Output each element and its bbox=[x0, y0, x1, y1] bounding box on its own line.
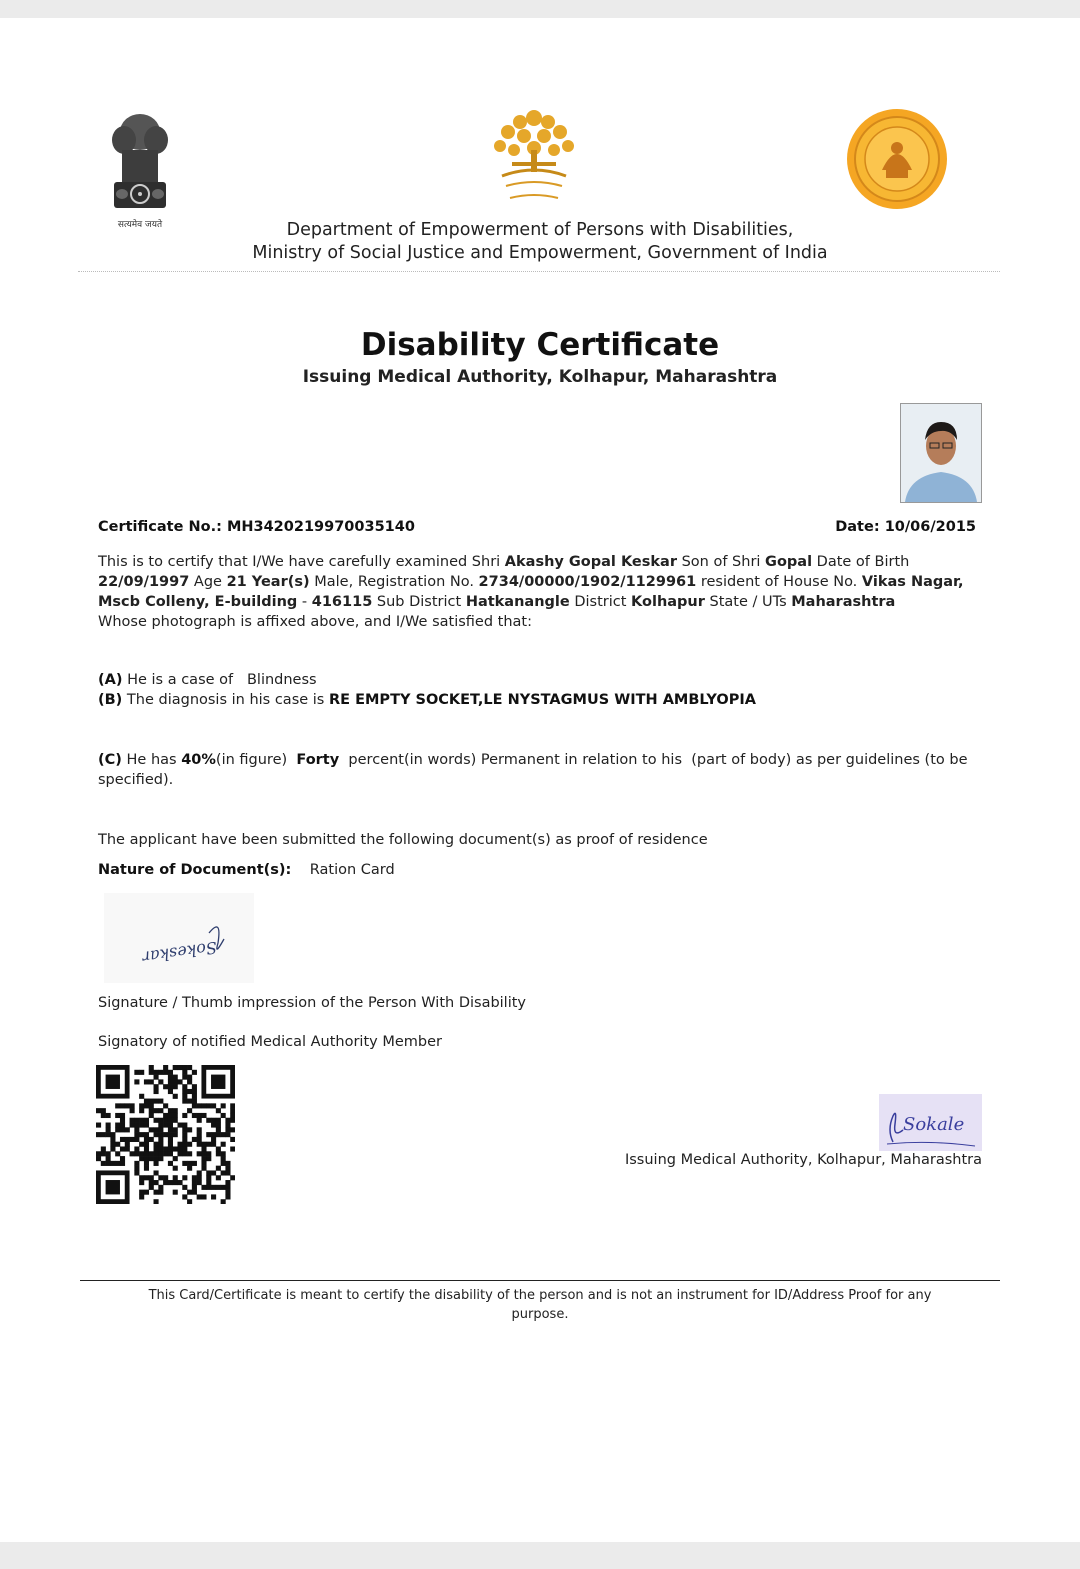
applicant-photo bbox=[900, 403, 982, 503]
header-divider bbox=[78, 271, 1000, 272]
body-text: Whose photograph is affixed above, and I/We satisfied that: bbox=[98, 614, 532, 630]
item-a bbox=[98, 670, 317, 690]
item-b bbox=[98, 690, 756, 710]
body-text: Son of Shri bbox=[681, 554, 761, 570]
qr-code-icon bbox=[96, 1065, 235, 1204]
item-c-text: (part of body) as per guidelines (to be specified). bbox=[98, 752, 968, 788]
applicant-name: Akashy Gopal Keskar bbox=[504, 554, 677, 570]
disability-percent-words: Forty bbox=[296, 752, 340, 768]
item-b-label: (B) bbox=[98, 692, 123, 708]
registration-number: 2734/00000/1902/1129961 bbox=[478, 574, 697, 590]
body-text: Date of Birth bbox=[816, 554, 910, 570]
residence-proof-text: The applicant have been submitted the following document(s) as proof of residence bbox=[98, 832, 708, 848]
body-text: resident of House No. bbox=[700, 574, 858, 590]
item-c-label: (C) bbox=[98, 752, 122, 768]
certificate-date bbox=[835, 519, 976, 535]
age: 21 Year(s) bbox=[226, 574, 310, 590]
issuing-authority-label: Issuing Medical Authority, Kolhapur, Maharashtra bbox=[624, 1152, 982, 1168]
footer-disclaimer: This Card/Certificate is meant to certify the disability of the person and is not an instrument for ID/Address Proof for any purpose. bbox=[148, 1288, 932, 1322]
district: Kolhapur bbox=[631, 594, 705, 610]
authority-signature bbox=[879, 1094, 982, 1151]
body-text: - bbox=[301, 594, 308, 610]
pin-code: 416115 bbox=[311, 594, 373, 610]
certificate-page bbox=[0, 18, 1080, 1542]
authority-signature-text: Sokale bbox=[903, 1114, 965, 1135]
department-line-2: Ministry of Social Justice and Empowerment, Government of India bbox=[252, 243, 828, 263]
disability-percent: 40% bbox=[181, 752, 216, 768]
item-c bbox=[98, 750, 978, 790]
body-text: This is to certify that I/We have carefully examined Shri bbox=[98, 554, 501, 570]
maharashtra-seal-icon bbox=[846, 108, 948, 210]
address: Vikas Nagar, Mscb Colleny, E-building bbox=[98, 574, 964, 610]
nature-of-documents-label: Nature of Document(s): bbox=[98, 862, 292, 878]
item-a-text: He is a case of bbox=[127, 672, 234, 688]
item-c-text: percent(in words) Permanent in relation to his bbox=[348, 752, 682, 768]
footer-divider bbox=[80, 1280, 1000, 1281]
applicant-signature-graphic bbox=[104, 893, 254, 983]
emblem-caption: सत्यमेव जयते bbox=[117, 220, 163, 230]
signatory-label: Signatory of notified Medical Authority Member bbox=[98, 1034, 442, 1050]
sub-district: Hatkanangle bbox=[465, 594, 570, 610]
applicant-signature-text: Sokeskar bbox=[141, 937, 219, 968]
diagnosis: RE EMPTY SOCKET,LE NYSTAGMUS WITH AMBLYOPIA bbox=[328, 692, 756, 708]
nature-of-documents bbox=[98, 860, 395, 880]
applicant-signature bbox=[104, 893, 254, 983]
body-text: Male, Registration No. bbox=[314, 574, 474, 590]
department-line-1: Department of Empowerment of Persons with Disabilities, bbox=[286, 220, 794, 240]
disability-type: Blindness bbox=[246, 672, 317, 688]
certification-paragraph bbox=[98, 552, 986, 632]
certificate-number-value: MH3420219970035140 bbox=[226, 519, 415, 535]
national-emblem-icon bbox=[104, 110, 176, 230]
certificate-number bbox=[98, 519, 415, 535]
date-value: 10/06/2015 bbox=[884, 519, 976, 535]
body-text: District bbox=[574, 594, 627, 610]
nature-of-documents-value: Ration Card bbox=[309, 862, 395, 878]
department-heading bbox=[0, 219, 1080, 265]
certificate-number-label: Certificate No.: bbox=[98, 519, 222, 535]
item-c-text: (in figure) bbox=[215, 752, 288, 768]
body-text: Age bbox=[193, 574, 222, 590]
date-label: Date: bbox=[835, 519, 880, 535]
applicant-signature-label: Signature / Thumb impression of the Person With Disability bbox=[98, 995, 527, 1011]
body-text: State / UTs bbox=[709, 594, 787, 610]
body-text: Sub District bbox=[376, 594, 462, 610]
state: Maharashtra bbox=[791, 594, 896, 610]
item-a-label: (A) bbox=[98, 672, 123, 688]
father-name: Gopal bbox=[765, 554, 813, 570]
swavlamban-logo-icon bbox=[484, 104, 584, 212]
item-b-text: The diagnosis in his case is bbox=[126, 692, 325, 708]
date-of-birth: 22/09/1997 bbox=[98, 574, 190, 590]
certificate-title: Disability Certificate bbox=[360, 327, 720, 363]
certificate-subtitle: Issuing Medical Authority, Kolhapur, Maharashtra bbox=[302, 367, 778, 387]
item-c-text: He has bbox=[126, 752, 177, 768]
